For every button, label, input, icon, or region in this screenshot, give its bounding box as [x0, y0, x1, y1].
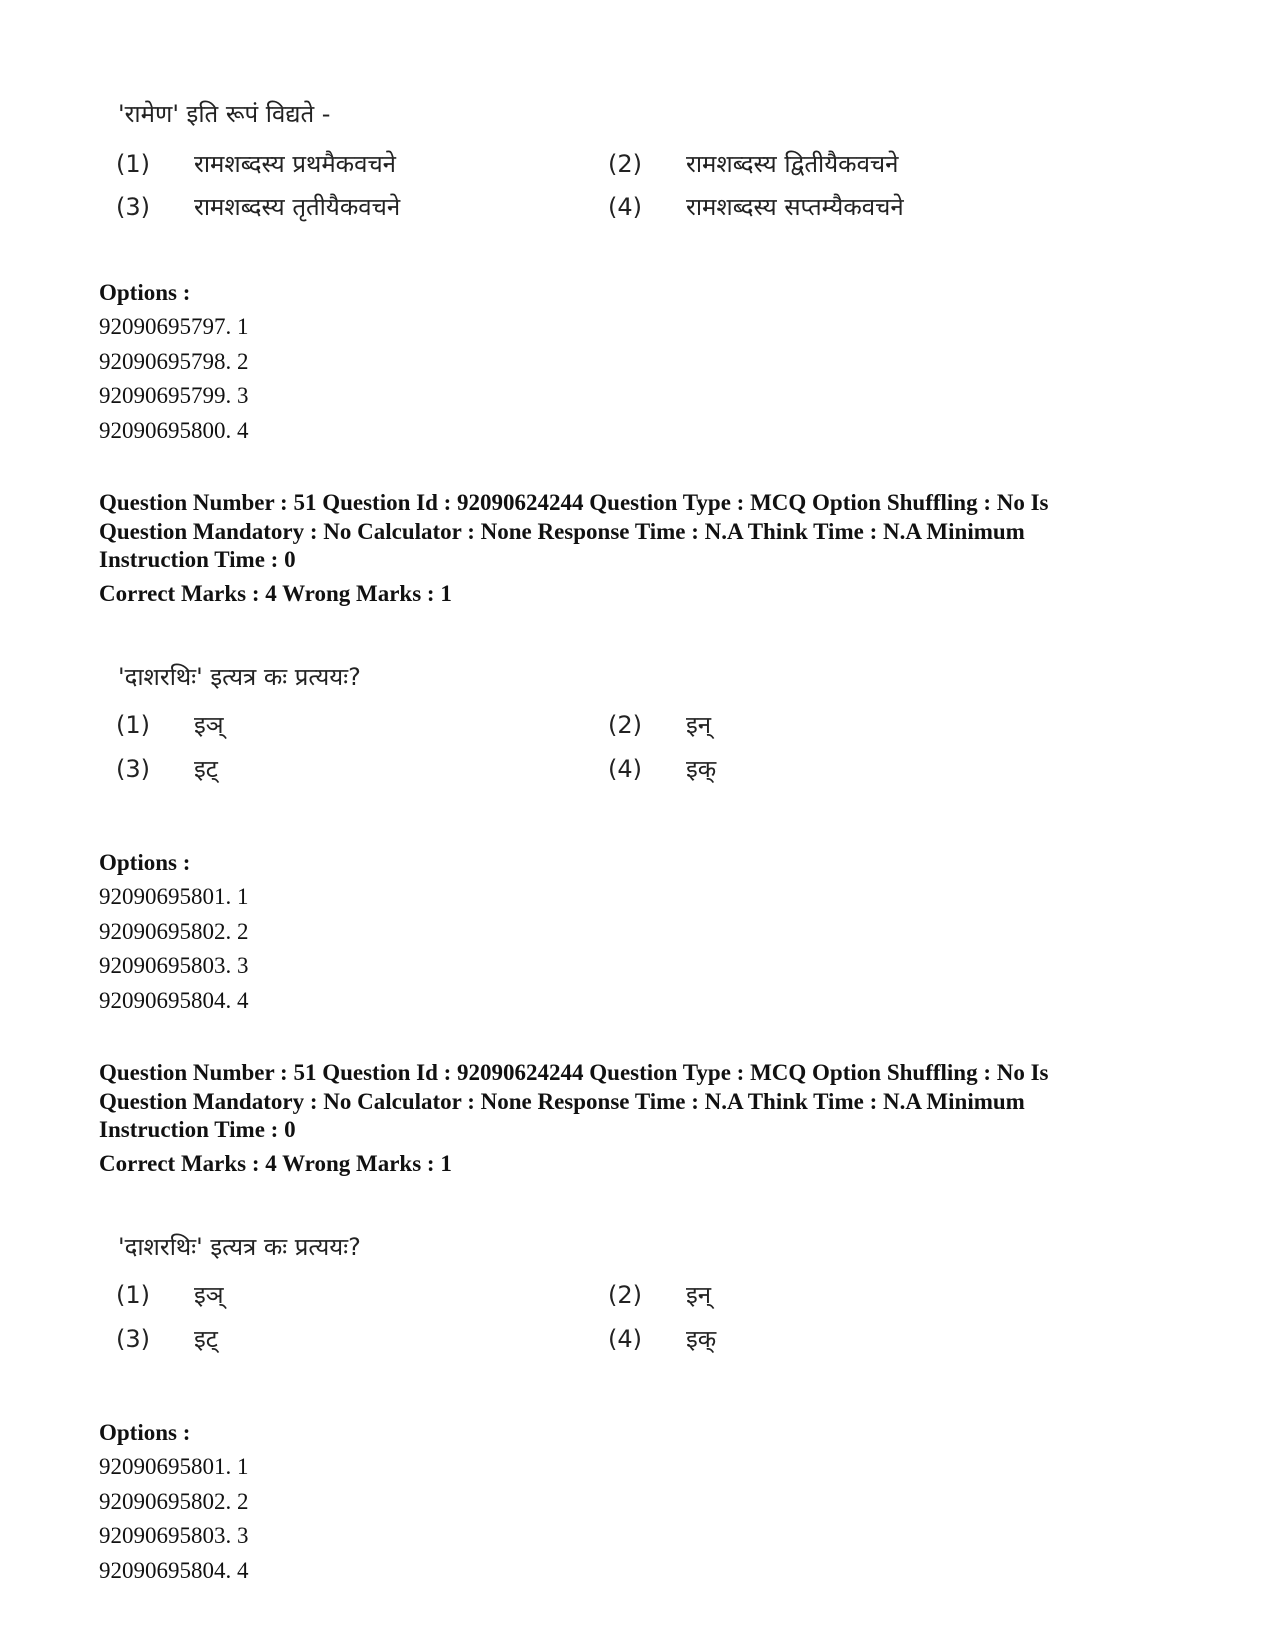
option-id: 92090695798. 2: [99, 348, 249, 374]
choice-text: इन्: [686, 1281, 712, 1309]
meta-line: Question Number : 51 Question Id : 92090624244 Question Type : MCQ Option Shuffling : No Is: [99, 1060, 1049, 1085]
meta-line: Question Number : 51 Question Id : 92090624244 Question Type : MCQ Option Shuffling : No Is: [99, 490, 1049, 515]
option-id: 92090695803. 3: [99, 1523, 249, 1548]
choice-text: रामशब्दस्य प्रथमैकवचने: [194, 150, 397, 178]
choice-3: [116, 752, 218, 785]
choice-number: (2): [608, 1281, 642, 1309]
choice-text: रामशब्दस्य द्वितीयैकवचने: [686, 150, 899, 178]
question-text: 'दाशरथिः' इत्यत्र कः प्रत्ययः?: [118, 663, 361, 691]
options-list-3: [99, 1416, 1199, 1588]
choice-text: इक्: [686, 1325, 717, 1353]
question-text: 'दाशरथिः' इत्यत्र कः प्रत्ययः?: [118, 1233, 361, 1261]
choice-text: इक्: [686, 755, 717, 783]
choice-3: [116, 1322, 218, 1355]
choice-text: रामशब्दस्य सप्तम्यैकवचने: [686, 193, 904, 221]
marks-line: Correct Marks : 4 Wrong Marks : 1: [99, 580, 452, 606]
options-title: Options :: [99, 1420, 191, 1445]
choice-number: (1): [116, 711, 150, 739]
option-id: 92090695800. 4: [99, 417, 249, 443]
options-list-1: [99, 276, 1199, 448]
choice-text: इट्: [194, 755, 218, 783]
question-image-1: [100, 97, 1200, 237]
choice-number: (4): [608, 755, 642, 783]
choice-number: (2): [608, 711, 642, 739]
question-meta-3: [99, 1059, 1199, 1181]
choice-number: (3): [116, 193, 150, 221]
choice-text: रामशब्दस्य तृतीयैकवचने: [194, 193, 401, 221]
option-id: 92090695804. 4: [99, 1557, 249, 1583]
choice-2: [608, 1278, 711, 1311]
option-id: 92090695804. 4: [99, 987, 249, 1013]
option-id: 92090695802. 2: [99, 1488, 249, 1514]
option-id: 92090695803. 3: [99, 953, 249, 978]
marks-line: Correct Marks : 4 Wrong Marks : 1: [99, 1150, 452, 1176]
choice-text: इञ्: [194, 711, 224, 739]
choice-number: (4): [608, 193, 642, 221]
choice-text: इन्: [686, 711, 712, 739]
options-title: Options :: [99, 280, 191, 305]
question-image-2: [100, 660, 1200, 800]
choice-4: [608, 752, 716, 785]
option-id: 92090695802. 2: [99, 918, 249, 944]
meta-line: Question Mandatory : No Calculator : None Response Time : N.A Think Time : N.A Minimum: [99, 1088, 1025, 1114]
option-id: 92090695799. 3: [99, 383, 249, 408]
question-meta-2: [99, 489, 1199, 611]
choice-4: [608, 190, 904, 223]
option-id: 92090695797. 1: [99, 314, 249, 339]
choice-1: [116, 1278, 224, 1311]
choice-1: [116, 708, 224, 741]
choice-2: [608, 708, 711, 741]
choice-3: [116, 190, 400, 223]
option-id: 92090695801. 1: [99, 884, 249, 909]
meta-line: Instruction Time : 0: [99, 547, 296, 572]
options-title: Options :: [99, 850, 191, 875]
choice-text: इट्: [194, 1325, 218, 1353]
choice-number: (4): [608, 1325, 642, 1353]
choice-number: (3): [116, 1325, 150, 1353]
choice-number: (1): [116, 1281, 150, 1309]
option-id: 92090695801. 1: [99, 1454, 249, 1479]
meta-line: Instruction Time : 0: [99, 1117, 296, 1142]
question-text: 'रामेण' इति रूपं विद्यते -: [118, 100, 331, 128]
choice-4: [608, 1322, 716, 1355]
choice-number: (2): [608, 150, 642, 178]
choice-number: (1): [116, 150, 150, 178]
meta-line: Question Mandatory : No Calculator : None Response Time : N.A Think Time : N.A Minimum: [99, 518, 1025, 544]
choice-2: [608, 147, 899, 180]
choice-number: (3): [116, 755, 150, 783]
choice-1: [116, 147, 396, 180]
question-image-3: [100, 1230, 1200, 1370]
options-list-2: [99, 846, 1199, 1018]
choice-text: इञ्: [194, 1281, 224, 1309]
